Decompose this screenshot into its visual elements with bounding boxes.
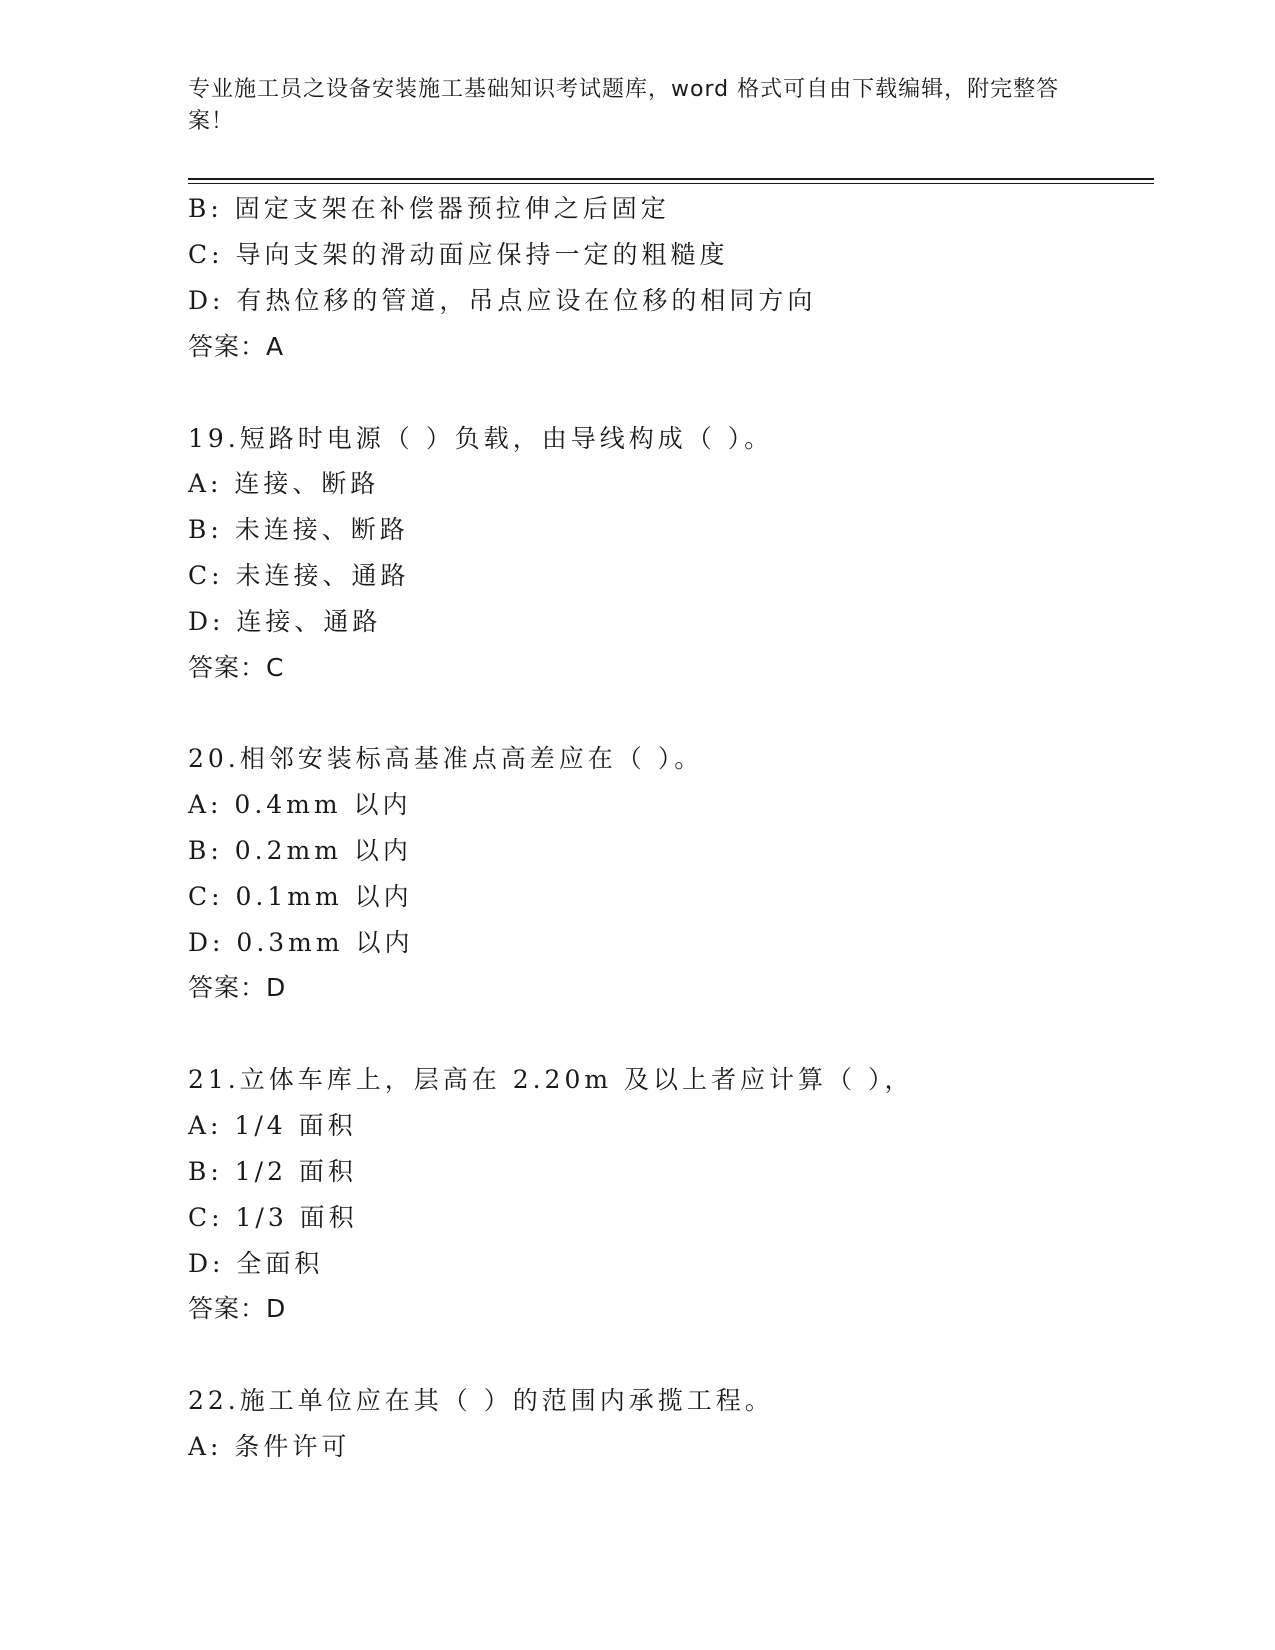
q19-option-a: A: 连接、断路 <box>188 469 380 498</box>
q22-stem: 22.施工单位应在其（ ）的范围内承揽工程。 <box>188 1386 774 1415</box>
q20-option-b: B: 0.2mm 以内 <box>188 836 412 865</box>
q20-option-d: D: 0.3mm 以内 <box>188 928 414 957</box>
q21-answer: 答案：D <box>188 1294 287 1323</box>
q21-option-b: B: 1/2 面积 <box>188 1157 357 1186</box>
q19-answer: 答案：C <box>188 653 285 682</box>
header-divider <box>188 178 1154 180</box>
q21-option-c: C: 1/3 面积 <box>188 1203 358 1232</box>
q18-answer: 答案：A <box>188 332 285 361</box>
q19-option-d: D: 连接、通路 <box>188 607 382 636</box>
q21-option-a: A: 1/4 面积 <box>188 1111 357 1140</box>
q19-option-b: B: 未连接、断路 <box>188 515 409 544</box>
q20-option-a: A: 0.4mm 以内 <box>188 790 412 819</box>
q19-stem: 19.短路时电源（ ）负载，由导线构成（ ）。 <box>188 424 774 453</box>
q21-stem: 21.立体车库上，层高在 2.20m 及以上者应计算（ ）， <box>188 1065 914 1094</box>
q18-option-c: C: 导向支架的滑动面应保持一定的粗糙度 <box>188 240 729 269</box>
q20-option-c: C: 0.1mm 以内 <box>188 882 413 911</box>
q20-stem: 20.相邻安装标高基准点高差应在（ ）。 <box>188 744 704 773</box>
q22-option-a: A: 条件许可 <box>188 1432 351 1461</box>
q20-answer: 答案：D <box>188 973 287 1002</box>
header-divider-thin <box>188 183 1154 184</box>
q21-option-d: D: 全面积 <box>188 1249 324 1278</box>
q19-option-c: C: 未连接、通路 <box>188 561 410 590</box>
q18-option-d: D: 有热位移的管道，吊点应设在位移的相同方向 <box>188 286 817 315</box>
q18-option-b: B: 固定支架在补偿器预拉伸之后固定 <box>188 194 670 223</box>
document-header: 专业施工员之设备安装施工基础知识考试题库，word 格式可自由下载编辑，附完整答案！ <box>188 77 1060 134</box>
